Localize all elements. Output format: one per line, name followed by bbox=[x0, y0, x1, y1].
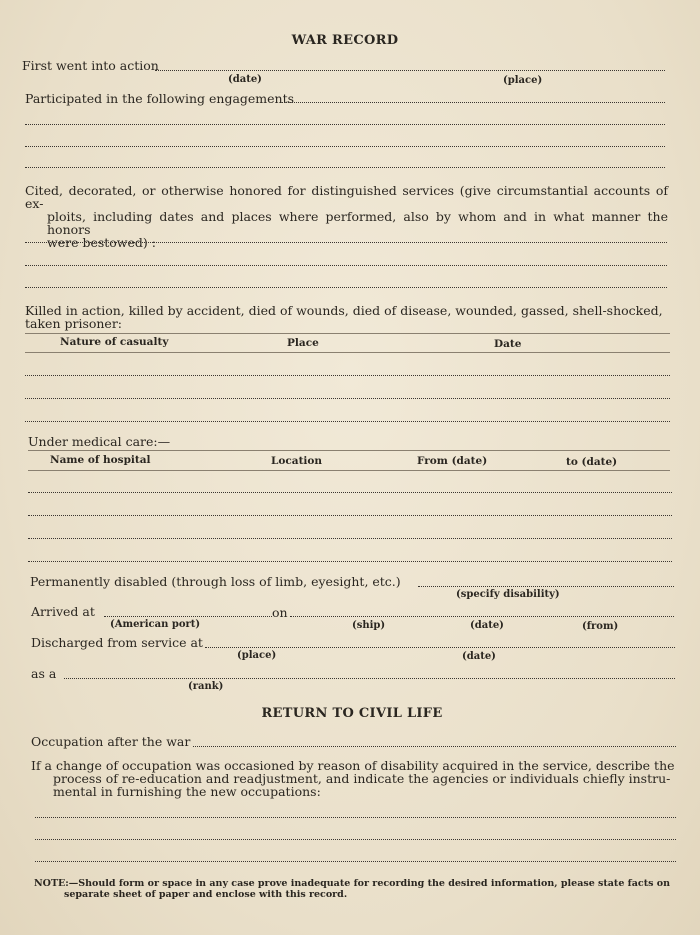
discharged-date-caption: (date) bbox=[462, 651, 496, 662]
rank-label: as a bbox=[31, 666, 57, 681]
medical-row-3[interactable] bbox=[28, 538, 672, 539]
medical-col-location: Location bbox=[271, 455, 323, 467]
disabled-field[interactable] bbox=[418, 586, 674, 587]
arrived-date-caption: (date) bbox=[470, 620, 504, 631]
disabled-caption: (specify disability) bbox=[456, 589, 560, 600]
medical-row-1[interactable] bbox=[28, 492, 672, 493]
footer-note: NOTE:—Should form or space in any case prove inadequate for recording the desired information, please state facts on separate sheet of paper and enclose with this record. bbox=[34, 878, 670, 900]
occupation-label: Occupation after the war bbox=[31, 734, 191, 749]
disabled-label: Permanently disabled (through loss of limb, eyesight, etc.) bbox=[30, 574, 401, 589]
arrived-from-caption: (from) bbox=[582, 621, 619, 632]
engagements-field[interactable] bbox=[282, 102, 665, 103]
first-action-date-caption: (date) bbox=[228, 74, 262, 85]
discharged-label: Discharged from service at bbox=[31, 635, 203, 650]
medical-col-to: to (date) bbox=[566, 456, 618, 468]
honors-instructions: Cited, decorated, or otherwise honored for distinguished services (give circumstantial accounts of ex- ploits, including dates and places where performed, also by whom and in what manner the honors were bestowed) : bbox=[25, 183, 668, 250]
rank-caption: (rank) bbox=[188, 681, 224, 692]
reeducation-line-2[interactable] bbox=[35, 839, 676, 840]
casualty-col-nature: Nature of casualty bbox=[60, 336, 169, 348]
reeducation-line-1[interactable] bbox=[35, 817, 676, 818]
arrived-ship-caption: (ship) bbox=[352, 620, 386, 631]
casualty-col-place: Place bbox=[287, 337, 319, 349]
medical-header-top-rule bbox=[28, 450, 670, 451]
medical-row-2[interactable] bbox=[28, 515, 672, 516]
casualty-instructions: Killed in action, killed by accident, died of wounds, died of disease, wounded, gassed, shell-shocked, taken prisoner: bbox=[25, 303, 663, 331]
engagements-line-3[interactable] bbox=[25, 146, 665, 147]
medical-col-from: From (date) bbox=[417, 455, 488, 467]
arrived-ship-field[interactable] bbox=[290, 616, 674, 617]
casualty-col-date: Date bbox=[494, 338, 522, 350]
first-action-label: First went into action bbox=[22, 58, 159, 73]
engagements-line-2[interactable] bbox=[25, 124, 665, 125]
engagements-label: Participated in the following engagements bbox=[25, 91, 295, 106]
medical-header-bottom-rule bbox=[28, 470, 670, 471]
honors-line-3[interactable] bbox=[25, 287, 667, 288]
first-action-place-caption: (place) bbox=[503, 75, 543, 86]
arrived-label: Arrived at bbox=[31, 604, 95, 619]
casualty-row-2[interactable] bbox=[25, 398, 670, 399]
occupation-field[interactable] bbox=[193, 746, 676, 747]
discharged-field[interactable] bbox=[205, 647, 675, 648]
reeducation-instructions: If a change of occupation was occasioned by reason of disability acquired in the service, describe the process of re-education and readjustment, and indicate the agencies or individuals chiefly instru- mental in furnishing the new occupations: bbox=[31, 758, 675, 799]
first-action-field[interactable] bbox=[155, 70, 665, 71]
honors-line-1[interactable] bbox=[25, 242, 667, 243]
medical-col-hospital: Name of hospital bbox=[50, 454, 151, 466]
casualty-header-bottom-rule bbox=[25, 352, 670, 353]
medical-row-4[interactable] bbox=[28, 561, 672, 562]
reeducation-line-3[interactable] bbox=[35, 861, 676, 862]
honors-line-2[interactable] bbox=[25, 265, 667, 266]
engagements-line-4[interactable] bbox=[25, 167, 665, 168]
medical-care-label: Under medical care:— bbox=[28, 434, 171, 449]
arrived-port-caption: (American port) bbox=[110, 619, 201, 630]
war-record-title: WAR RECORD bbox=[291, 33, 399, 48]
discharged-place-caption: (place) bbox=[237, 650, 277, 661]
casualty-row-3[interactable] bbox=[25, 421, 670, 422]
civil-life-title: RETURN TO CIVIL LIFE bbox=[261, 706, 443, 721]
arrived-port-field[interactable] bbox=[104, 616, 272, 617]
casualty-row-1[interactable] bbox=[25, 375, 670, 376]
rank-field[interactable] bbox=[64, 678, 675, 679]
casualty-header-top-rule bbox=[25, 333, 670, 334]
arrived-on-label: on bbox=[272, 605, 288, 620]
